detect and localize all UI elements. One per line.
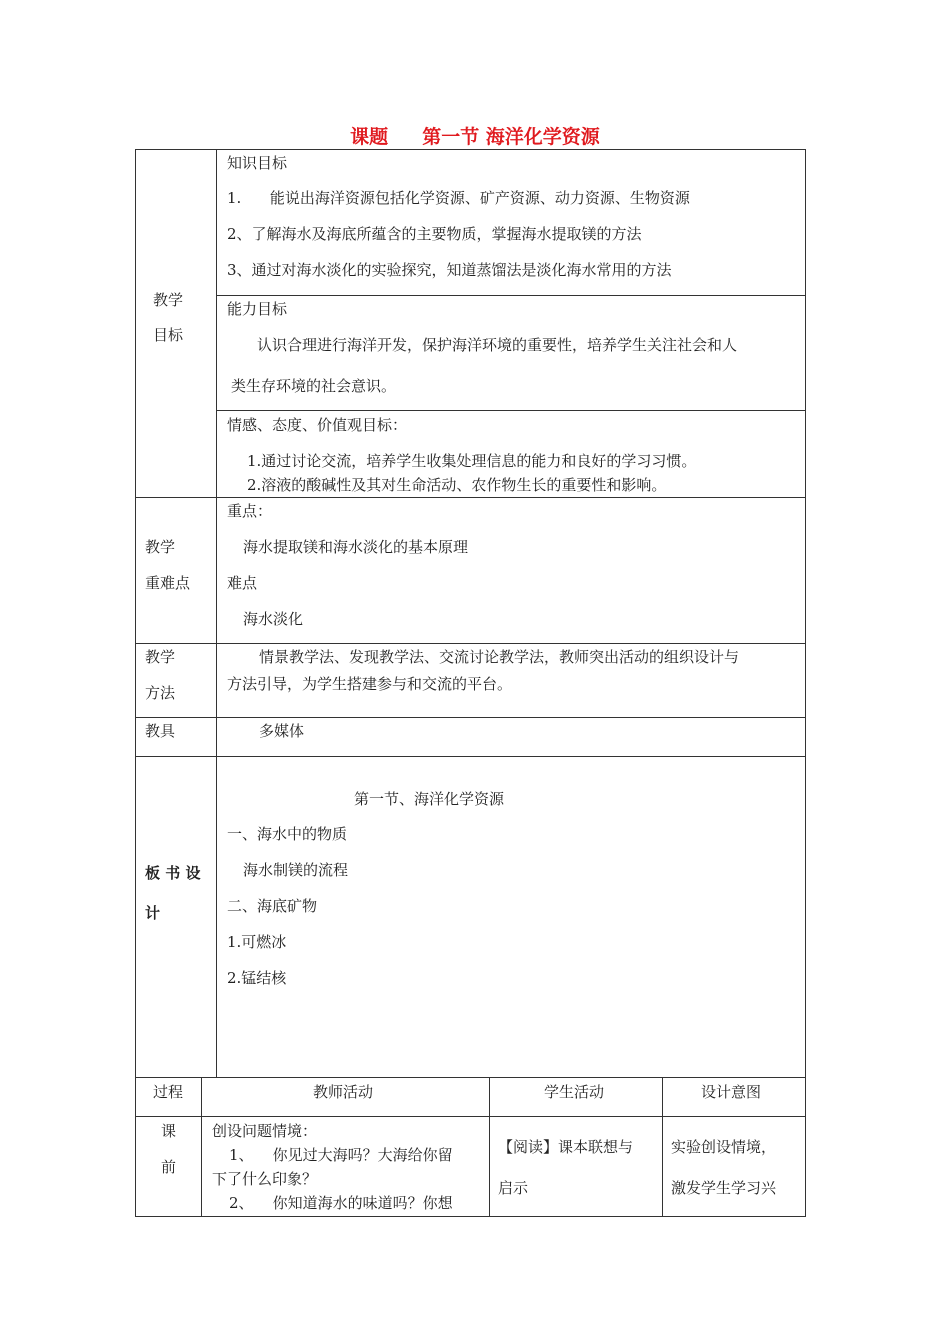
knowledge-item: 3、通过对海水淡化的实验探究，知道蒸馏法是淡化海水常用的方法 [227,261,672,279]
divider-knowledge-ability [216,295,806,296]
difficulty-text: 海水淡化 [243,610,304,628]
focus-heading: 重点： [227,502,273,520]
board-label-2: 计 [145,904,161,922]
knowledge-item: 2、了解海水及海底所蕴含的主要物质，掌握海水提取镁的方法 [227,225,642,243]
divider-tools-board [135,756,806,757]
board-title: 第一节、海洋化学资源 [354,790,505,808]
ability-line: 认识合理进行海洋开发，保护海洋环境的重要性，培养学生关注社会和人 [257,336,738,354]
title-main: 第一节 海洋化学资源 [422,126,600,148]
design-intent-line: 实验创设情境， [671,1138,777,1156]
board-label-1: 板 书 设 [145,864,201,882]
board-line: 一、海水中的物质 [227,825,348,843]
objectives-label-1: 教学 [153,291,184,309]
tools-label: 教具 [145,722,176,740]
process-stage-2: 前 [161,1158,177,1176]
focus-text: 海水提取镁和海水淡化的基本原理 [243,538,469,556]
divider-process-header [135,1116,806,1117]
keypoints-label-2: 重难点 [145,574,191,592]
student-activity-line: 启示 [498,1179,529,1197]
board-line: 海水制镁的流程 [243,861,349,879]
divider-objectives-keypoints [135,497,806,498]
design-intent-line: 激发学生学习兴 [671,1179,777,1197]
knowledge-item: 1. 能说出海洋资源包括化学资源、矿产资源、动力资源、生物资源 [227,189,690,207]
ability-heading: 能力目标 [227,300,288,318]
divider-keypoints-methods [135,643,806,644]
divider-methods-tools [135,717,806,718]
difficulty-heading: 难点 [227,574,258,592]
board-line: 1.可燃冰 [227,933,287,951]
process-header-student: 学生活动 [544,1083,605,1101]
objectives-label-2: 目标 [153,326,184,344]
teacher-activity-line: 下了什么印象？ [212,1170,318,1188]
teacher-activity-line: 创设问题情境： [212,1122,318,1140]
process-stage-1: 课 [161,1122,177,1140]
methods-line: 情景教学法、发现教学法、交流讨论教学法，教师突出活动的组织设计与 [259,648,740,666]
process-header-stage: 过程 [153,1083,184,1101]
process-header-intent: 设计意图 [701,1083,762,1101]
label-column-divider [216,149,217,1077]
process-col-divider-1 [201,1077,202,1217]
divider-board-process [135,1077,806,1078]
board-line: 二、海底矿物 [227,897,318,915]
process-col-divider-3 [662,1077,663,1217]
title-prefix: 课题 [350,126,389,148]
methods-label-2: 方法 [145,684,176,702]
knowledge-heading: 知识目标 [227,154,288,172]
board-line: 2.锰结核 [227,969,287,987]
methods-label-1: 教学 [145,648,176,666]
page-title [0,122,950,149]
emotion-item: 2.溶液的酸碱性及其对生命活动、农作物生长的重要性和影响。 [247,476,667,494]
process-header-teacher: 教师活动 [313,1083,374,1101]
student-activity-line: 【阅读】课本联想与 [498,1138,634,1156]
methods-line: 方法引导，为学生搭建参与和交流的平台。 [227,675,513,693]
divider-ability-emotion [216,410,806,411]
teacher-activity-line: 2、 你知道海水的味道吗？你想 [229,1194,453,1212]
process-col-divider-2 [489,1077,490,1217]
ability-line: 类生存环境的社会意识。 [231,377,397,395]
teacher-activity-line: 1、 你见过大海吗？大海给你留 [229,1146,453,1164]
tools-value: 多媒体 [259,722,305,740]
emotion-item: 1.通过讨论交流，培养学生收集处理信息的能力和良好的学习习惯。 [247,452,697,470]
keypoints-label-1: 教学 [145,538,176,556]
emotion-heading: 情感、态度、价值观目标： [227,416,408,434]
